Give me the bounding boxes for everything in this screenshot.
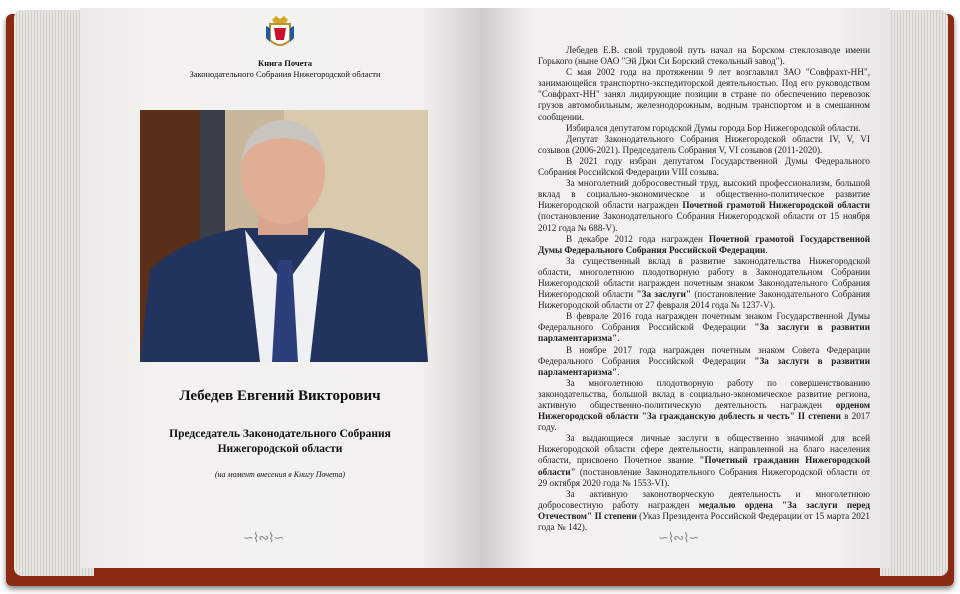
paragraph-text: . (765, 244, 768, 255)
biography-paragraph (538, 433, 870, 488)
person-name: Лебедев Евгений Викторович (179, 388, 381, 404)
paragraph-text: За выдающиеся личные заслуги в общественно значимой для всей Нижегородской области сфере деятельности, направленной на благо населения области, присвоено Почетное звание (538, 433, 870, 466)
biography-paragraph (538, 256, 870, 311)
award-name: "Почетный гражданин Нижегородской области" (538, 455, 870, 477)
paragraph-text: В феврале 2016 года награжден почетным знаком Государственной Думы Федерального Собрания Российской Федерации (538, 311, 870, 333)
biography-paragraph (538, 45, 870, 67)
page-stack-right (880, 10, 948, 576)
biography-paragraph (538, 311, 870, 344)
biography-paragraph (538, 345, 870, 378)
biography-paragraph (538, 156, 870, 178)
paragraph-text: За существенный вклад в развитие законодательства Нижегородской области, многолетнюю плодотворную работу в Законодательном Собрании Нижегородской области награжден почетным знаком Законодательного Собрания Нижегородской области (538, 255, 870, 300)
paragraph-text: С мая 2002 года на протяжении 9 лет возглавлял ЗАО "Совфрахт-НН", занимающейся транспортно-экспедиторской деятельностью. Под его руководством "Совфрахт-НН" занял лидирующие позиции в стране по обеспечению перевозок грузов автомобильным, железнодорожным, водным транспортом и в смешанном сообщении. (538, 67, 870, 122)
paragraph-text: За активную законотворческую деятельность и многолетнюю добросовестную работу награжден (538, 488, 870, 510)
paragraph-text: В 2021 году избран депутатом Государственной Думы Федерального Собрания Российской Федерации VIII созыва. (538, 155, 870, 178)
biography-paragraph (538, 489, 870, 533)
paragraph-text: (постановление Законодательного Собрания Нижегородской области от 15 ноября 2012 года № 688-V). (538, 211, 870, 233)
paragraph-text: . (617, 366, 620, 377)
biography-paragraph (538, 178, 870, 233)
ornament-left: ∽⌇∾⌇∽ (243, 530, 284, 545)
book-title: Книга Почета (258, 58, 312, 68)
position-line-1: Председатель Законодательного Собрания (169, 428, 391, 440)
award-name: орденом Нижегородской области "За гражданскую доблесть и честь" II степени (538, 400, 870, 422)
coat-of-arms-icon (264, 14, 296, 52)
paragraph-text: Лебедев Е.В. свой трудовой путь начал на Борском стеклозаводе имени Горького (ныне ОАО "Эй Джи Си Борский стекольный завод"). (538, 45, 870, 67)
ornament-right: ∽⌇∾⌇∽ (658, 530, 699, 545)
award-name: "За заслуги в развитии парламентаризма" (538, 322, 870, 344)
entry-note: (на момент внесения в Книгу Почета) (214, 470, 346, 479)
paragraph-text: (Указ Президента Российской Федерации от 15 марта 2021 года № 142). (538, 510, 870, 533)
award-name: Почетной грамотой Нижегородской области (682, 200, 870, 211)
biography-paragraph (538, 134, 870, 156)
paragraph-text: в 2017 году. (538, 411, 870, 433)
paragraph-text: . (617, 333, 620, 344)
biography-text (538, 45, 870, 533)
portrait-photo (140, 110, 428, 362)
paragraph-text: Избирался депутатом городской Думы города Бор Нижегородской области. (566, 122, 861, 133)
paragraph-text: В ноябре 2017 года награжден почетным знаком Совета Федерации Федерального Собрания Российской Федерации (538, 344, 870, 366)
paragraph-text: Депутат Законодательного Собрания Нижегородской области IV, V, VI созывов (2006-2021). Председатель Собрания V, VI созывов (2011-2020). (538, 133, 870, 155)
paragraph-text: За многолетнюю плодотворную работу по совершенствованию законодательства, большой вклад в социально-экономическое развитие региона, активную общественно-политическую деятельность награжден (538, 377, 870, 410)
paragraph-text: (постановление Законодательного Собрания Нижегородской области от 29 октября 2020 года № 1553-VI). (538, 466, 870, 488)
award-name: "За заслуги" (636, 289, 692, 300)
biography-paragraph (538, 123, 870, 134)
award-name: "За заслуги в развитии парламентаризма" (538, 355, 870, 377)
award-name: Почетной грамотой Государственной Думы Федерального Собрания Российской Федерации (538, 233, 871, 255)
book-subtitle: Законодательного Собрания Нижегородской области (189, 69, 381, 79)
paragraph-text: (постановление Законодательного Собрания Нижегородской области от 27 февраля 2014 года № 1237-V). (538, 289, 870, 311)
biography-paragraph (538, 67, 870, 122)
biography-paragraph (538, 234, 870, 256)
position-line-2: Нижегородской области (217, 443, 343, 455)
award-name: медалью ордена "За заслуги перед Отечеством" II степени (538, 499, 870, 521)
paragraph-text: За многолетний добросовестный труд, высокий профессионализм, большой вклад в социально-экономическое и общественно-политическое развитие Нижегородской области награжден (538, 178, 870, 211)
biography-paragraph (538, 378, 870, 433)
paragraph-text: В декабре 2012 года награжден (566, 233, 709, 244)
